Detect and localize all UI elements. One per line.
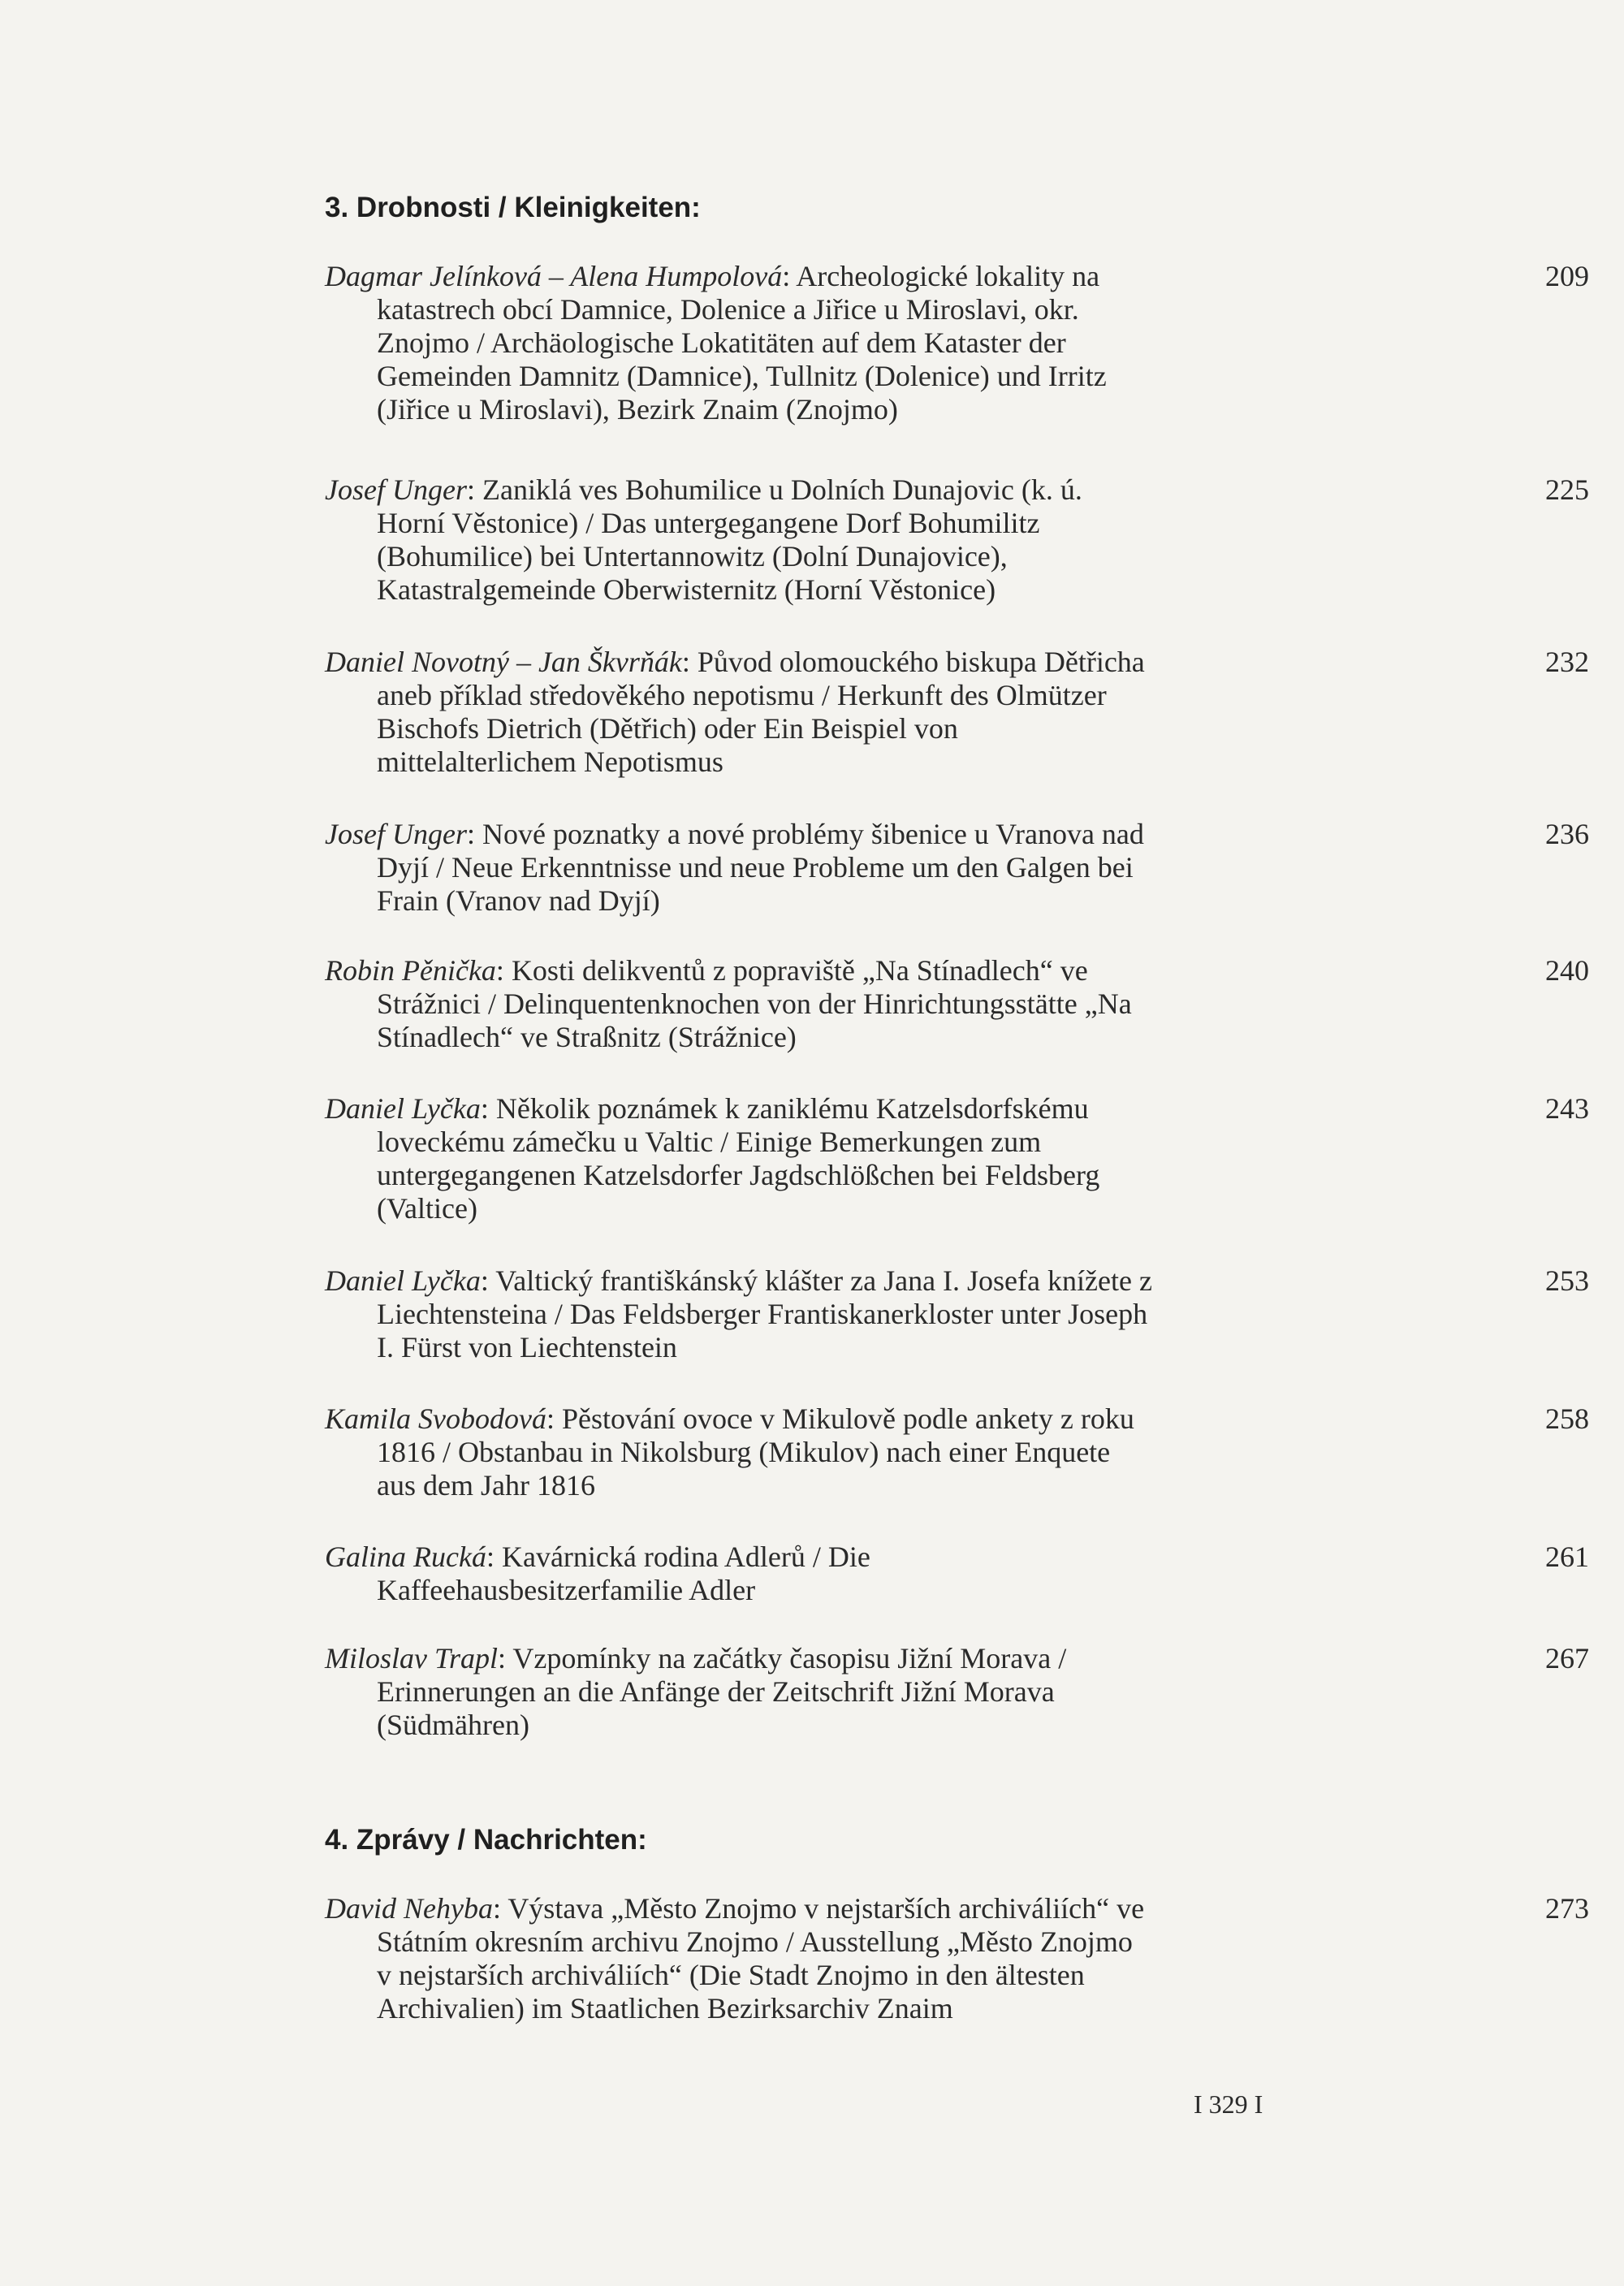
toc-entry bbox=[325, 1642, 1589, 1742]
toc-entry bbox=[325, 1541, 1589, 1607]
toc-entry bbox=[325, 1892, 1589, 2025]
toc-entry bbox=[325, 954, 1589, 1054]
entry-title: Pěstování ovoce v Mikulově podle ankety z roku 1816 / Obstanbau in Nikolsburg (Mikulov) nach einer Enquete aus dem Jahr 1816 bbox=[377, 1402, 1134, 1502]
entry-text: Josef Unger: Zaniklá ves Bohumilice u Dolních Dunajovic (k. ú. Horní Věstonice) / Das untergegangene Dorf Bohumilitz (Bohumilice) bei Untertannowitz (Dolní Dunajovice), Katastralgemeinde Oberwisternitz (Horní Věstonice) bbox=[325, 473, 1082, 606]
toc-entry bbox=[325, 818, 1589, 918]
entry-text: Miloslav Trapl: Vzpomínky na začátky časopisu Jižní Morava / Erinnerungen an die Anfänge der Zeitschrift Jižní Morava (Südmähren) bbox=[325, 1642, 1067, 1741]
entry-page-number: 243 bbox=[1545, 1092, 1589, 1125]
entry-text: Josef Unger: Nové poznatky a nové problémy šibenice u Vranova nad Dyjí / Neue Erkenntnisse und neue Probleme um den Galgen bei Frain (Vranov nad Dyjí) bbox=[325, 818, 1144, 917]
toc-entry bbox=[325, 646, 1589, 779]
entry-author: Galina Rucká bbox=[325, 1541, 486, 1573]
entry-author: Kamila Svobodová bbox=[325, 1402, 546, 1435]
entry-page-number: 236 bbox=[1545, 818, 1589, 850]
entry-title: Nové poznatky a nové problémy šibenice u Vranova nad Dyjí / Neue Erkenntnisse und neue Probleme um den Galgen bei Frain (Vranov nad Dyjí) bbox=[377, 818, 1144, 917]
entry-author: Josef Unger bbox=[325, 473, 467, 506]
entry-text: Dagmar Jelínková – Alena Humpolová: Archeologické lokality na katastrech obcí Damnice, Dolenice a Jiřice u Miroslavi, okr. Znojmo / Archäologische Lokatitäten auf dem Kataster der Gemeinden Damnitz (Damnice), Tullnitz (Dolenice) und Irritz (Jiřice u Miroslavi), Bezirk Znaim (Znojmo) bbox=[325, 260, 1107, 426]
entry-title: Kavárnická rodina Adlerů / Die Kaffeehausbesitzerfamilie Adler bbox=[377, 1541, 870, 1606]
entry-page-number: 232 bbox=[1545, 646, 1589, 678]
entry-text: Daniel Lyčka: Několik poznámek k zaniklému Katzelsdorfskému loveckému zámečku u Valtic / Einige Bemerkungen zum untergegangenen Katzelsdorfer Jagdschlößchen bei Feldsberg (Valtice) bbox=[325, 1092, 1100, 1225]
entry-author: Josef Unger bbox=[325, 818, 467, 850]
entry-title: Vzpomínky na začátky časopisu Jižní Morava / Erinnerungen an die Anfänge der Zeitschrift Jižní Morava (Südmähren) bbox=[377, 1642, 1067, 1741]
entry-text: Galina Rucká: Kavárnická rodina Adlerů / Die Kaffeehausbesitzerfamilie Adler bbox=[325, 1541, 870, 1606]
entry-text: Kamila Svobodová: Pěstování ovoce v Mikulově podle ankety z roku 1816 / Obstanbau in Nikolsburg (Mikulov) nach einer Enquete aus dem Jahr 1816 bbox=[325, 1402, 1134, 1502]
entry-page-number: 258 bbox=[1545, 1402, 1589, 1435]
footer-page-number: I 329 I bbox=[1194, 2089, 1263, 2119]
entry-text: David Nehyba: Výstava „Město Znojmo v nejstarších archiváliích“ ve Státním okresním archivu Znojmo / Ausstellung „Město Znojmo v nejstarších archiváliích“ (Die Stadt Znojmo in den ältesten Archivalien) im Staatlichen Bezirksarchiv Znaim bbox=[325, 1892, 1145, 2025]
entry-page-number: 261 bbox=[1545, 1541, 1589, 1573]
entry-title: Původ olomouckého biskupa Dětřicha aneb příklad středověkého nepotismu / Herkunft des Olmützer Bischofs Dietrich (Dětřich) oder Ein Beispiel von mittelalterlichem Nepotismus bbox=[377, 646, 1145, 778]
entry-title: Několik poznámek k zaniklému Katzelsdorfskému loveckému zámečku u Valtic / Einige Bemerkungen zum untergegangenen Katzelsdorfer Jagdschlößchen bei Feldsberg (Valtice) bbox=[377, 1092, 1100, 1225]
entry-text: Robin Pěnička: Kosti delikventů z popraviště „Na Stínadlech“ ve Strážnici / Delinquentenknochen von der Hinrichtungsstätte „Na Stínadlech“ ve Straßnitz (Strážnice) bbox=[325, 954, 1132, 1053]
entry-title: Zaniklá ves Bohumilice u Dolních Dunajovic (k. ú. Horní Věstonice) / Das untergegangene Dorf Bohumilitz (Bohumilice) bei Untertannowitz (Dolní Dunajovice), Katastralgemeinde Oberwisternitz (Horní Věstonice) bbox=[377, 473, 1082, 606]
entry-author: Daniel Lyčka bbox=[325, 1092, 481, 1125]
entry-page-number: 267 bbox=[1545, 1642, 1589, 1675]
entry-author: Daniel Novotný – Jan Škvrňák bbox=[325, 646, 682, 678]
entry-page-number: 225 bbox=[1545, 473, 1589, 506]
section-heading-zpravy: 4. Zprávy / Nachrichten: bbox=[325, 1824, 647, 1856]
entry-author: Robin Pěnička bbox=[325, 954, 496, 987]
toc-entry bbox=[325, 1402, 1589, 1502]
section-heading-drobnosti: 3. Drobnosti / Kleinigkeiten: bbox=[325, 192, 701, 223]
toc-entry bbox=[325, 260, 1589, 426]
entry-author: Daniel Lyčka bbox=[325, 1264, 481, 1297]
entry-title: Archeologické lokality na katastrech obcí Damnice, Dolenice a Jiřice u Miroslavi, okr. Znojmo / Archäologische Lokatitäten auf dem Kataster der Gemeinden Damnitz (Damnice), Tullnitz (Dolenice) und Irritz (Jiřice u Miroslavi), Bezirk Znaim (Znojmo) bbox=[377, 260, 1107, 426]
entry-text: Daniel Novotný – Jan Škvrňák: Původ olomouckého biskupa Dětřicha aneb příklad středověkého nepotismu / Herkunft des Olmützer Bischofs Dietrich (Dětřich) oder Ein Beispiel von mittelalterlichem Nepotismus bbox=[325, 646, 1145, 778]
entry-author: David Nehyba bbox=[325, 1892, 493, 1925]
entry-author: Miloslav Trapl bbox=[325, 1642, 499, 1675]
toc-entry bbox=[325, 1264, 1589, 1364]
entry-page-number: 273 bbox=[1545, 1892, 1589, 1925]
toc-entry bbox=[325, 473, 1589, 607]
entry-author: Dagmar Jelínková – Alena Humpolová bbox=[325, 260, 783, 292]
entry-title: Kosti delikventů z popraviště „Na Stínadlech“ ve Strážnici / Delinquentenknochen von der Hinrichtungsstätte „Na Stínadlech“ ve Straßnitz (Strážnice) bbox=[377, 954, 1132, 1053]
entry-page-number: 253 bbox=[1545, 1264, 1589, 1297]
entry-title: Valtický františkánský klášter za Jana I. Josefa knížete z Liechtensteina / Das Feldsberger Frantiskanerkloster unter Joseph I. Fürst von Liechtenstein bbox=[377, 1264, 1152, 1363]
entry-page-number: 209 bbox=[1545, 260, 1589, 292]
toc-entry bbox=[325, 1092, 1589, 1225]
entry-title: Výstava „Město Znojmo v nejstarších archiváliích“ ve Státním okresním archivu Znojmo / Ausstellung „Město Znojmo v nejstarších archiváliích“ (Die Stadt Znojmo in den ältesten Archivalien) im Staatlichen Bezirksarchiv Znaim bbox=[377, 1892, 1145, 2025]
entry-text: Daniel Lyčka: Valtický františkánský klášter za Jana I. Josefa knížete z Liechtensteina / Das Feldsberger Frantiskanerkloster unter Joseph I. Fürst von Liechtenstein bbox=[325, 1264, 1152, 1363]
entry-page-number: 240 bbox=[1545, 954, 1589, 987]
